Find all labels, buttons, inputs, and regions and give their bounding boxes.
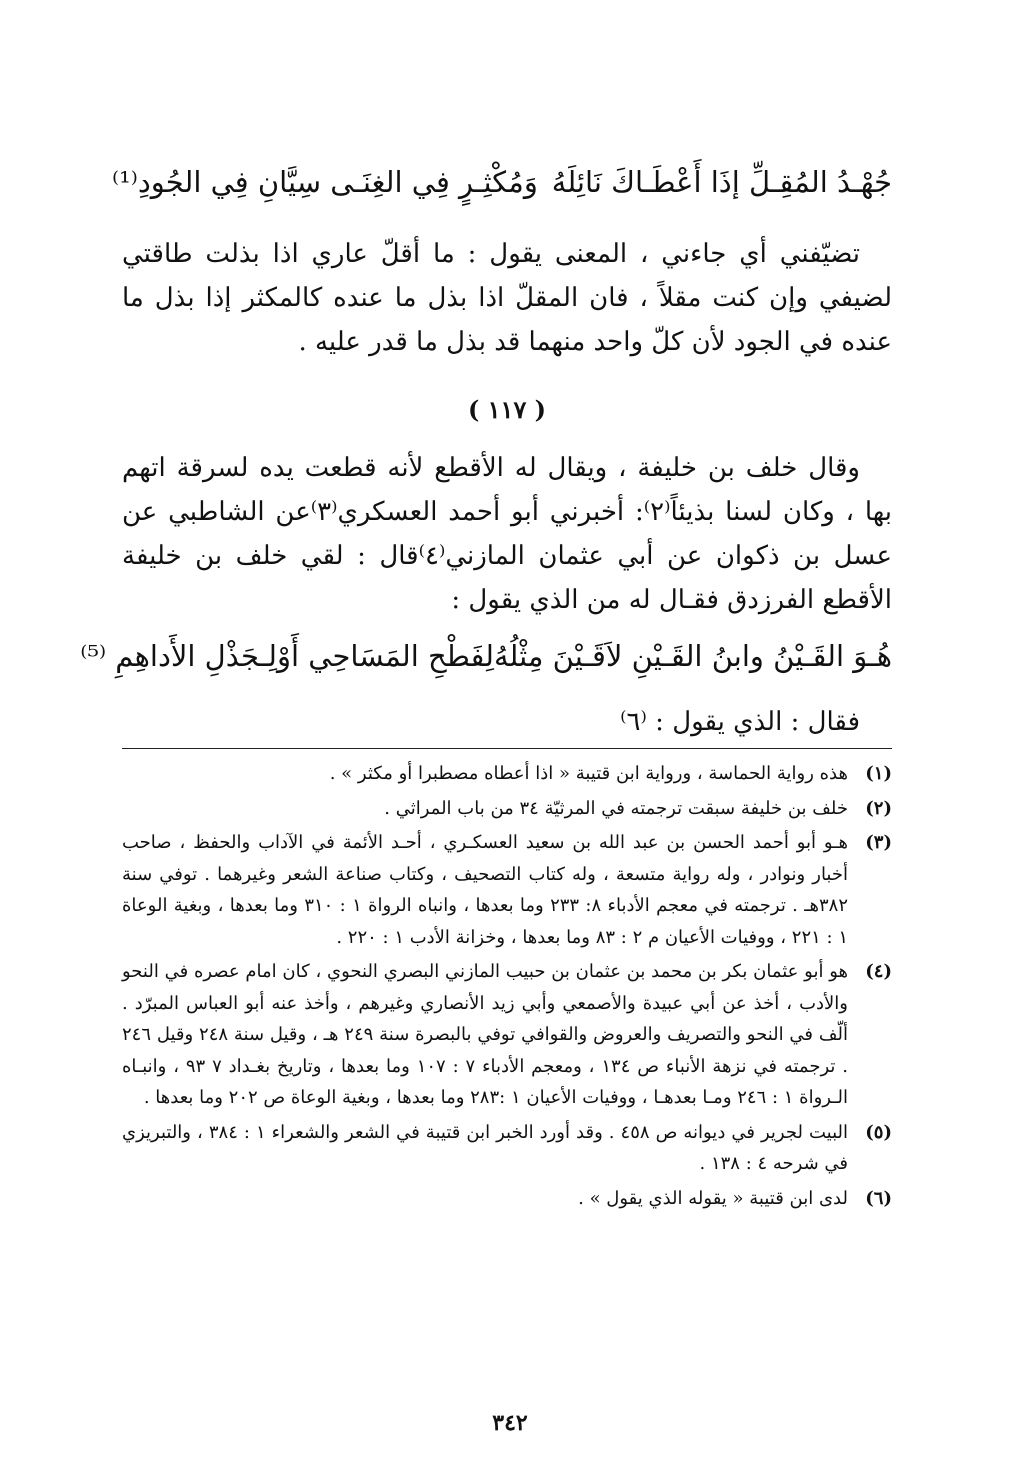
narrative-text: وقال خلف بن خليفة ، ويقال له الأقطع لأنه قطعت يده لسرقة اتهم بها ، وكان لسنا بذيئاً⁽٢⁾: أخبرني أبو أحمد العسكري⁽٣⁾عن الشاطبي عن عسل بن ذكوان عن أبي عثمان المازني⁽٤⁾قال : لقي خلف بن خليفة الأقطع الفرزدق فقـال له من الذي يقول : [122,453,893,615]
verse-1-second-hemistich: وَمُكْثِـرٍ فِي الغِنَـى سِيَّانِ فِي الجُودِ⁽¹⁾ [112,165,538,199]
footnote-3 [122,827,892,953]
commentary-paragraph [122,232,892,364]
page-number: ٣٤٢ [492,1410,528,1436]
footnote-text: خلف بن خليفة سبقت ترجمته في المرثيّة ٣٤ من باب المراثي . [384,797,848,819]
footnote-text: هذه رواية الحماسة ، ورواية ابن قتيبة « اذا أعطاه مصطبرا أو مكثر » . [329,763,848,784]
footnote-number: (٦) [865,1187,892,1209]
footnote-number: (١) [865,763,892,784]
footnote-separator [122,748,892,749]
verse-2-second-hemistich: لِفَطْحِ المَسَاحِي أَوْلِـجَذْلِ الأَداهِمِ ⁽⁵⁾ [80,639,494,673]
footnote-text: البيت لجرير في ديوانه ص ٤٥٨ . وقد أورد الخبر ابن قتيبة في الشعر والشعراء ١ : ٣٨٤ ، والتبريزي في شرحه ٤ : ١٣٨ . [122,1121,848,1174]
section-number: ( ١١٧ ) [467,395,547,424]
footnote-4 [122,956,892,1114]
footnote-text: هو أبو عثمان بكر بن محمد بن عثمان بن حبيب المازني البصري النحوي ، كان امام عصره في النحو والأدب ، أخذ عن أبي عبيدة والأصمعي وأبي زيد الأنصاري وغيرهم ، وأخذ عنه أبو العباس المبرّد . ألّف في النحو والتصريف والعروض والقوافي توفي بالبصرة سنة ٢٤٩ هـ ، وقيل سنة ٢٤٨ وقيل ٢٤٦ . ترجمته في نزهة الأنباء ص ١٣٤ ، ومعجم الأدباء ٧ : ١٠٧ وما بعدها ، وتاريخ بغـداد ٧ ٩٣ ، وانبـاه الـرواة ١ : ٢٤٦ ومـا بعدهـا ، ووفيات الأعيان ١ :٢٨٣ وما بعدها ، وبغية الوعاة ص ٢٠٢ وما بعدها . [122,961,848,1108]
footnote-text: لدى ابن قتيبة « يقوله الذي يقول » . [578,1187,848,1209]
footnote-6 [122,1183,892,1215]
verse-line-2 [80,636,892,676]
verse-2-first-hemistich: هُـوَ القَـيْنُ وابنُ القَـيْنِ لاَقَـيْنَ مِثْلُهُ [494,639,892,673]
said-line: فقال : الذي يقول : ⁽٦⁾ [620,707,860,737]
footnote-number: (٣) [865,832,892,853]
footnote-text: هـو أبو أحمد الحسن بن عبد الله بن سعيد العسكـري ، أحـد الأئمة في الآداب والحفظ ، صاحب أخبار ونوادر ، وله رواية متسعة ، وله كتاب التصحيف ، وكتاب صناعة الشعر وغيرهما . توفي سنة ٣٨٢هـ . ترجمته في معجم الأدباء ٨: ٢٣٣ وما بعدها ، وانباه الرواة ١ : ٣١٠ وما بعدها ، وبغية الوعاة ١ : ٢٢١ ، ووفيات الأعيان م ٢ : ٨٣ وما بعدها ، وخزانة الأدب ١ : ٢٢٠ . [122,832,848,948]
footnotes [122,758,892,1217]
verse-line-1 [112,162,892,202]
verse-1-first-hemistich: جُهْـدُ المُقِـلِّ إذَا أَعْطَـاكَ نَائِلَهُ [551,165,892,199]
footnote-number: (٤) [865,961,892,982]
footnote-1 [122,758,892,790]
commentary-text: تضيّفني أي جاءني ، المعنى يقول : ما أقلّ عاري اذا بذلت طاقتي لضيفي وإن كنت مقلاً ، فان المقلّ اذا بذل ما عنده كالمكثر إذا بذل ما عنده في الجود لأن كلّ واحد منهما قد بذل ما قدر عليه . [122,239,892,357]
narrative-paragraph [122,446,892,622]
footnote-2 [122,793,892,825]
footnote-number: (٢) [865,797,892,819]
footnote-5 [122,1117,892,1180]
footnote-number: (٥) [865,1121,892,1143]
